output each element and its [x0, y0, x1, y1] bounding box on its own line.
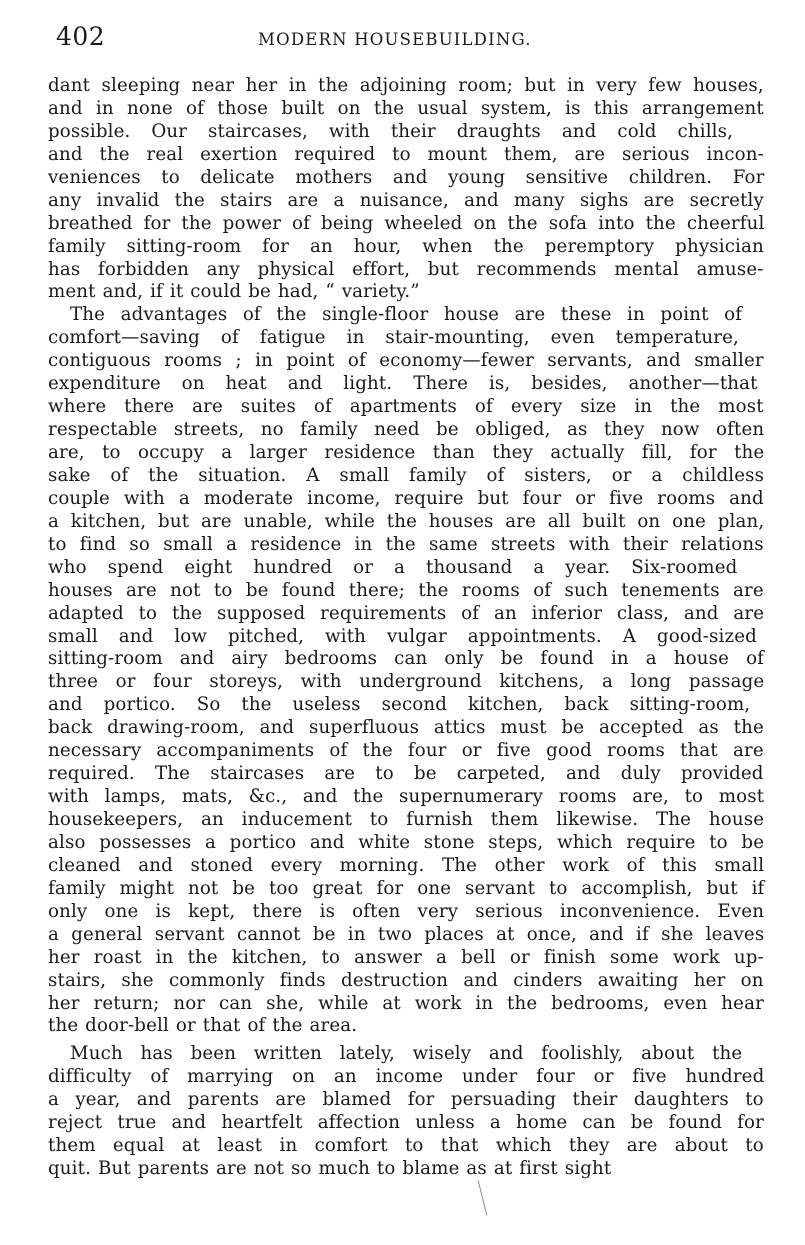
text-line: only one is kept, there is often very serious inconvenience. Even [48, 900, 765, 922]
text-line: back drawing-room, and superfluous attics must be accepted as the [48, 717, 764, 739]
text-line: necessary accompaniments of the four or five good rooms that are [48, 740, 764, 762]
text-line: housekeepers, an inducement to furnish them likewise. The house [48, 809, 765, 830]
running-title: MODERN HOUSEBUILDING. [258, 30, 532, 49]
text-line: stairs, she commonly finds destruction and cinders awaiting her on [48, 969, 764, 991]
text-line: reject true and heartfelt affection unless a home can be found for [48, 1112, 764, 1134]
text-line: the door-bell or that of the area. [48, 1015, 358, 1037]
text-line: quit. But parents are not so much to blame as at first sight [48, 1158, 612, 1180]
text-line: has forbidden any physical effort, but recommends mental amuse- [48, 258, 764, 280]
text-line: small and low pitched, with vulgar appointments. A good-sized [48, 625, 757, 647]
text-line: contiguous rooms ; in point of economy—fewer servants, and smaller [48, 350, 764, 372]
text-line: respectable streets, no family need be obliged, as they now often [48, 419, 765, 441]
ink-mark [478, 1180, 488, 1215]
text-line: are, to occupy a larger residence than they actually fill, for the [48, 442, 765, 463]
text-line: sitting-room and airy bedrooms can only be found in a house of [48, 648, 765, 670]
paragraph [48, 75, 764, 304]
text-line: cleaned and stoned every morning. The other work of this small [48, 854, 765, 876]
text-line: a year, and parents are blamed for persuading their daughters to [48, 1089, 764, 1111]
text-line: any invalid the stairs are a nuisance, and many sighs are secretly [48, 189, 764, 211]
text-line: couple with a moderate income, require but four or five rooms and [48, 487, 764, 509]
text-line: sake of the situation. A small family of sisters, or a childless [48, 464, 765, 486]
text-line: her return; nor can she, while at work in the bedrooms, even hear [48, 992, 764, 1014]
text-line: and portico. So the useless second kitchen, back sitting-room, [48, 694, 751, 716]
text-line: who spend eight hundred or a thousand a year. Six-roomed [48, 556, 738, 578]
text-line: also possesses a portico and white stone steps, which require to be [48, 831, 765, 853]
text-line: required. The staircases are to be carpeted, and duly provided [48, 763, 764, 785]
text-line: family might not be too great for one servant to accomplish, but if [48, 877, 765, 899]
text-line: veniences to delicate mothers and young sensitive children. For [48, 166, 765, 188]
text-line: adapted to the supposed requirements of an inferior class, and are [48, 602, 765, 624]
text-line: three or four storeys, with underground kitchens, a long passage [48, 671, 765, 693]
text-line: with lamps, mats, &c., and the supernumerary rooms are, to most [48, 786, 765, 808]
running-head [48, 22, 776, 56]
text-line: The advantages of the single-floor house are these in point of [70, 304, 743, 326]
text-line: difficulty of marrying on an income under four or five hundred [48, 1066, 765, 1088]
text-line: possible. Our staircases, with their draughts and cold chills, [48, 120, 734, 142]
body-text [48, 75, 764, 1181]
text-line: a kitchen, but are unable, while the houses are all built on one plan, [48, 510, 765, 532]
page-number: 402 [56, 22, 106, 51]
text-line: dant sleeping near her in the adjoining room; but in very few houses, [48, 75, 764, 96]
text-line: her roast in the kitchen, to answer a bell or finish some work up- [48, 946, 764, 968]
text-line: breathed for the power of being wheeled on the sofa into the cheerful [48, 212, 765, 234]
text-line: where there are suites of apartments of every size in the most [48, 396, 764, 418]
text-line: to find so small a residence in the same streets with their relations [48, 533, 764, 555]
text-line: and the real exertion required to mount them, are serious incon- [48, 143, 764, 165]
text-line: comfort—saving of fatigue in stair-mounting, even temperature, [48, 327, 739, 349]
text-line: them equal at least in comfort to that which they are about to [48, 1135, 764, 1157]
text-line: and in none of those built on the usual system, is this arrangement [48, 97, 764, 119]
text-line: Much has been written lately, wisely and foolishly, about the [70, 1043, 743, 1065]
text-line: family sitting-room for an hour, when the peremptory physician [48, 235, 764, 257]
text-line: houses are not to be found there; the rooms of such tenements are [48, 579, 764, 601]
paragraph [48, 1043, 764, 1181]
text-line: a general servant cannot be in two places at once, and if she leaves [48, 923, 765, 945]
paragraph [48, 304, 764, 1038]
text-line: expenditure on heat and light. There is, besides, another—that [48, 373, 758, 395]
text-line: ment and, if it could be had, “ variety.” [48, 281, 420, 303]
